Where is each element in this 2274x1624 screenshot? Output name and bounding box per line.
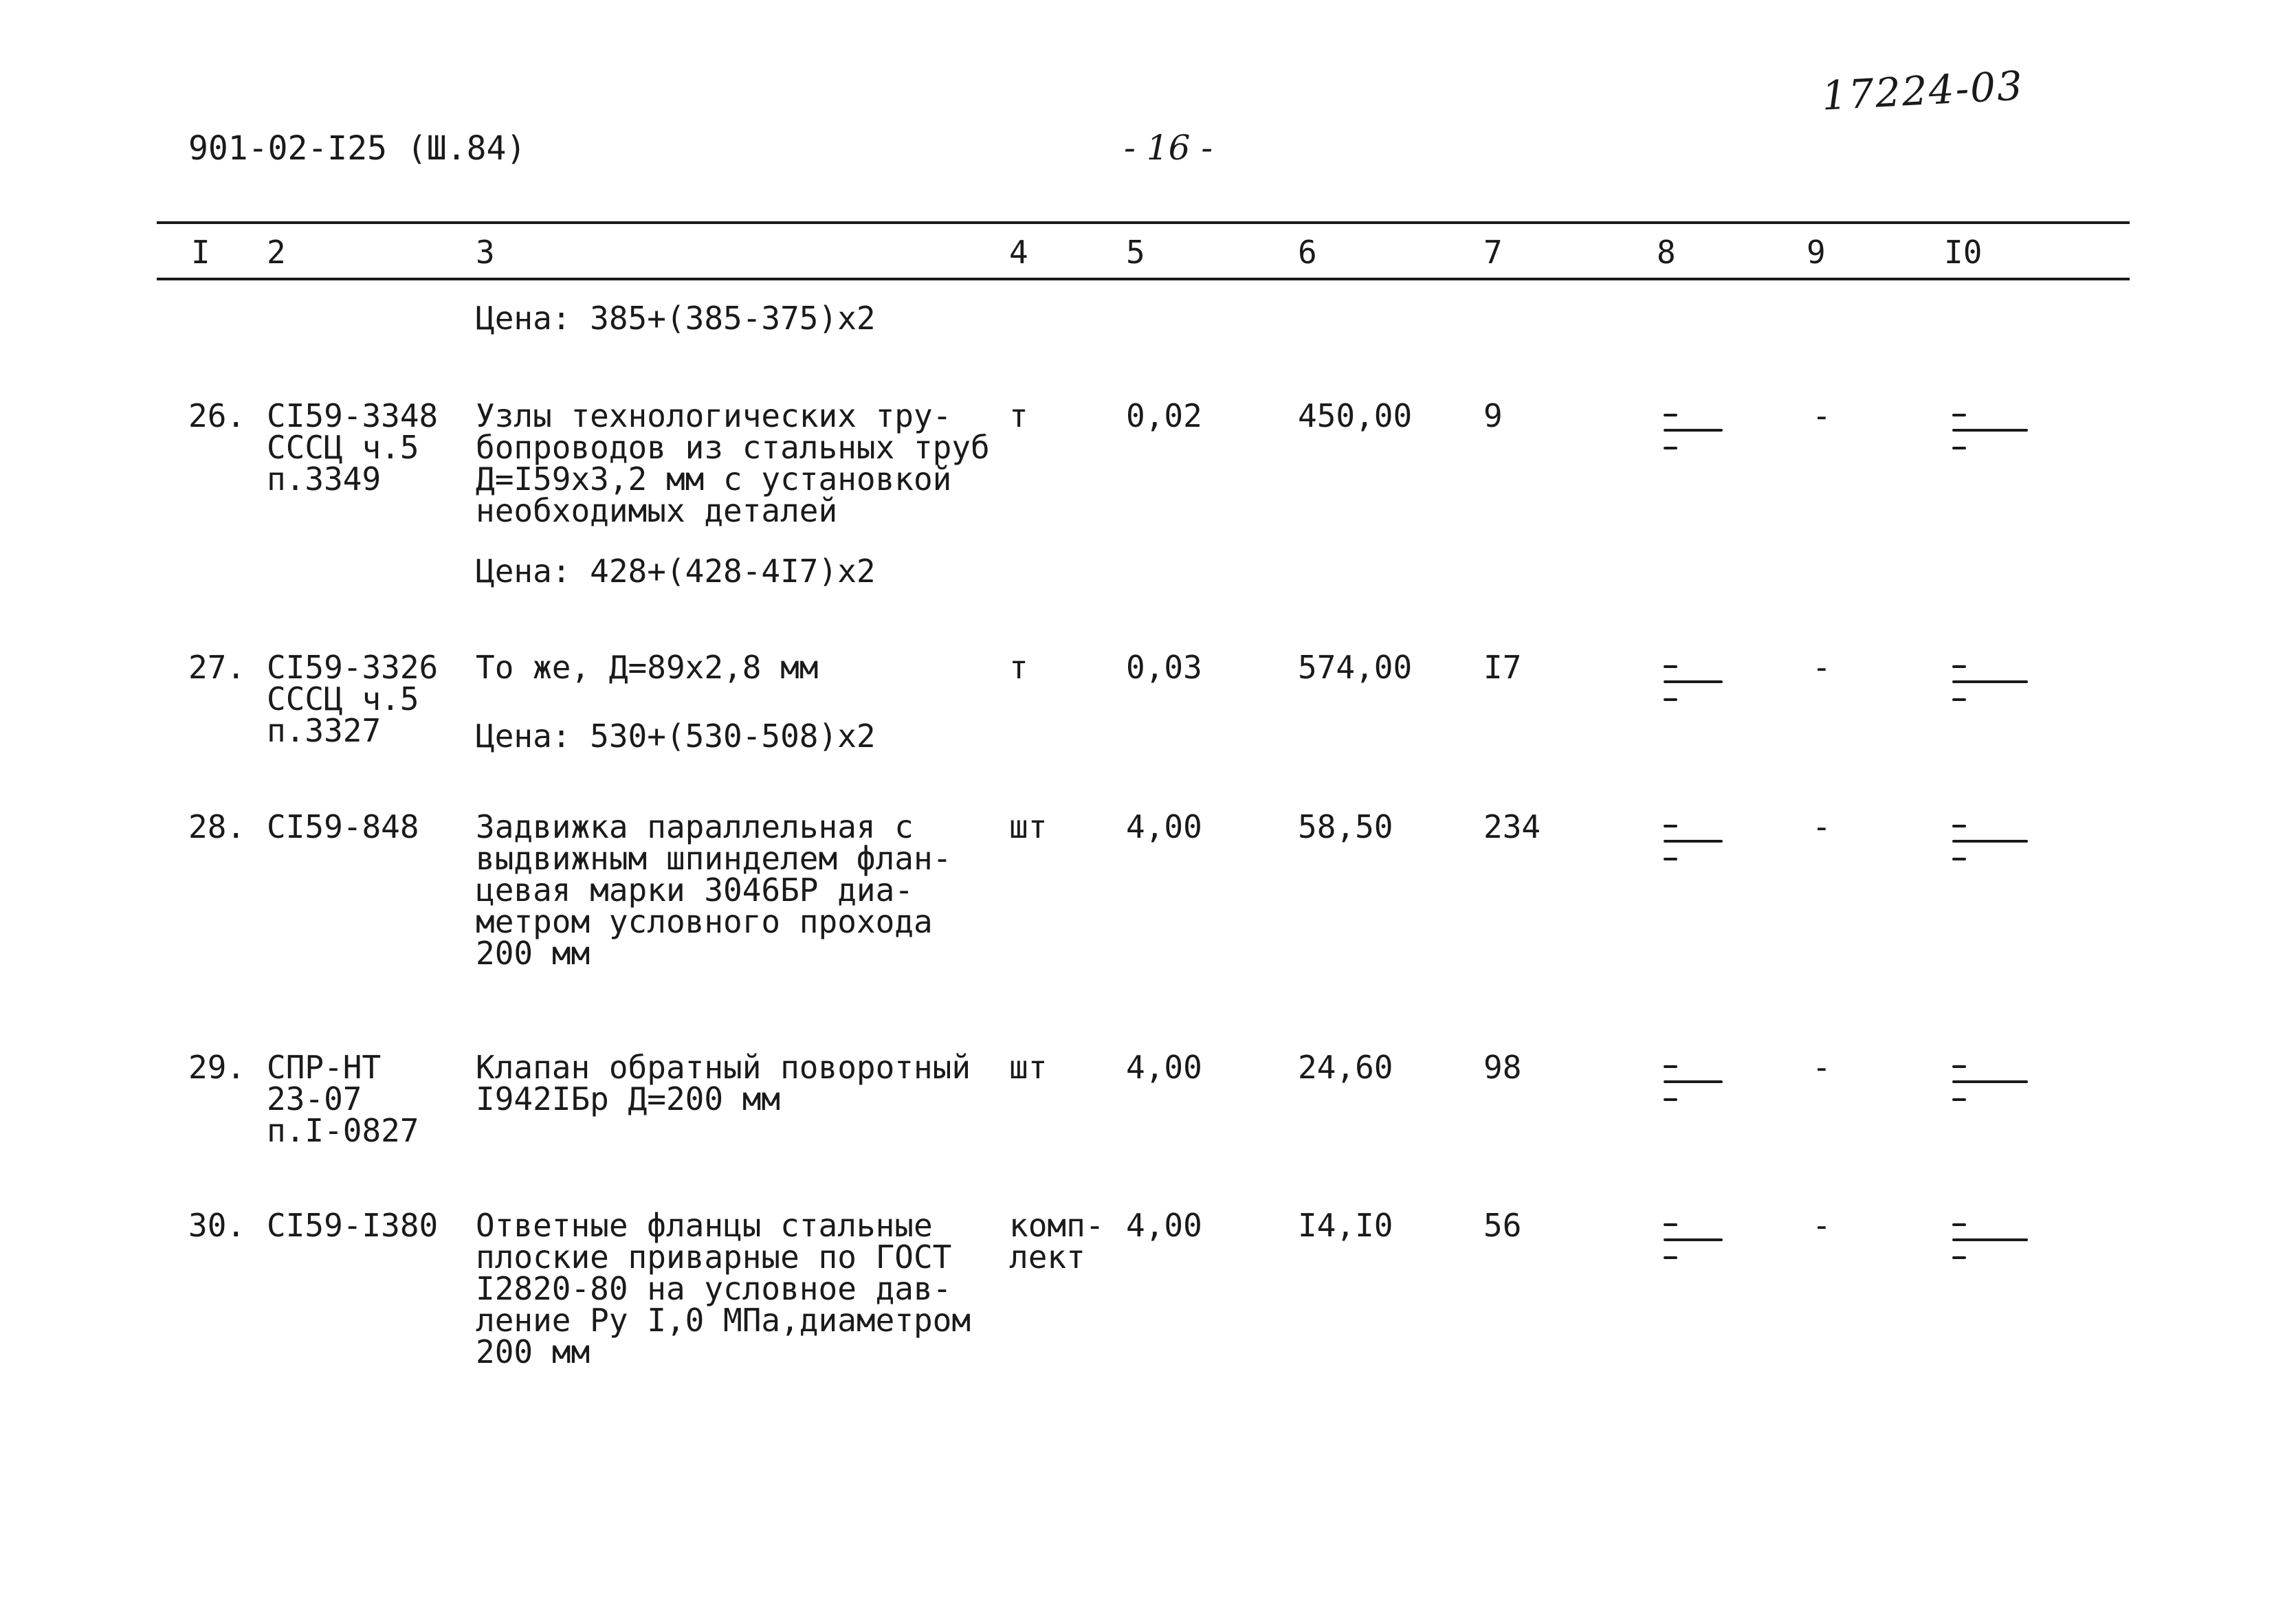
row-unit: комп- лект [1009,1207,1105,1276]
dash-long [1664,429,1723,432]
row-code: СI59-3348 СССЦ ч.5 п.3349 [267,397,439,498]
row-total: 9 [1483,397,1503,434]
dash-short [1952,698,1966,701]
row-description: Клапан обратный поворотный I942IБр Д=200 мм [476,1049,971,1117]
row-quantity: 4,00 [1126,1207,1202,1244]
dash-short [1664,698,1677,701]
dash-short [1952,825,1966,827]
dash-short [1664,447,1677,449]
row-number: 28. [188,808,246,845]
dash-short [1664,1223,1677,1226]
col-header-5: 5 [1126,234,1145,271]
row-description: То же, Д=89x2,8 мм [476,649,819,686]
col-header-6: 6 [1298,234,1317,271]
dash-short [1664,414,1677,416]
row-number: 27. [188,649,246,686]
row-code: СI59-I380 [267,1207,439,1244]
dash-long [1952,1080,2028,1083]
row-col9: - [1812,808,1831,845]
dash-long [1952,840,2028,843]
row-price-note: Цена: 530+(530-508)x2 [476,718,876,755]
row-number: 26. [188,397,246,434]
row-total: 56 [1483,1207,1522,1244]
row-code: СПР-НТ 23-07 п.I-0827 [267,1049,419,1149]
table-header-rule [157,278,2130,280]
row-price-note: Цена: 428+(428-4I7)x2 [476,553,876,590]
dash-short [1952,1098,1966,1101]
row-quantity: 4,00 [1126,1049,1202,1086]
row-total: 98 [1483,1049,1522,1086]
row-quantity: 4,00 [1126,808,1202,845]
row-number: 30. [188,1207,246,1244]
row-description: Задвижка параллельная с выдвижным шпинделем флан- цевая марки 3046БР диа- метром условного прохода 200 мм [476,808,952,972]
row-code: СI59-3326 СССЦ ч.5 п.3327 [267,649,439,749]
dash-short [1952,447,1966,449]
row-number: 29. [188,1049,246,1086]
dash-long [1664,840,1723,843]
dash-short [1952,665,1966,668]
row-quantity: 0,03 [1126,649,1202,686]
col-header-7: 7 [1483,234,1503,271]
col-header-3: 3 [476,234,495,271]
row-unit: шт [1009,808,1048,845]
col-header-10: I0 [1944,234,1983,271]
row-price: 574,00 [1298,649,1413,686]
dash-short [1664,1065,1677,1068]
dash-short [1952,414,1966,416]
dash-short [1664,1098,1677,1101]
handwritten-stamp: 17224-03 [1820,62,2025,120]
row-code: СI59-848 [267,808,419,845]
dash-short [1664,665,1677,668]
row-col9: - [1812,1207,1831,1244]
row-price: 24,60 [1298,1049,1393,1086]
table-top-rule [157,221,2130,224]
row-price: 58,50 [1298,808,1393,845]
row-unit: шт [1009,1049,1048,1086]
dash-long [1952,1238,2028,1241]
dash-short [1664,858,1677,860]
col-header-4: 4 [1009,234,1028,271]
row-col9: - [1812,397,1831,434]
dash-short [1664,1256,1677,1259]
col-header-9: 9 [1807,234,1826,271]
dash-short [1664,825,1677,827]
dash-long [1952,680,2028,683]
page-number: - 16 - [1124,128,1213,168]
col-header-8: 8 [1657,234,1676,271]
dash-long [1664,1238,1723,1241]
dash-short [1952,1223,1966,1226]
carryover-price: Цена: 385+(385-375)x2 [476,300,876,337]
row-total: I7 [1483,649,1522,686]
row-col9: - [1812,649,1831,686]
dash-short [1952,1065,1966,1068]
row-total: 234 [1483,808,1541,845]
row-quantity: 0,02 [1126,397,1202,434]
row-description: Узлы технологических тру- бопроводов из стальных труб Д=I59x3,2 мм с установкой необходимых деталей [476,397,990,529]
row-col9: - [1812,1049,1831,1086]
col-header-1: I [191,234,210,271]
document-code: 901-02-I25 (Ш.84) [188,129,527,168]
row-description: Ответные фланцы стальные плоские приварные по ГОСТ I2820-80 на условное дав- ление Ру I,0 МПа,диаметром 200 мм [476,1207,971,1370]
row-price: 450,00 [1298,397,1413,434]
row-unit: т [1009,397,1028,434]
row-price: I4,I0 [1298,1207,1393,1244]
row-unit: т [1009,649,1028,686]
dash-long [1664,680,1723,683]
dash-short [1952,1256,1966,1259]
dash-short [1952,858,1966,860]
col-header-2: 2 [267,234,286,271]
dash-long [1952,429,2028,432]
dash-long [1664,1080,1723,1083]
